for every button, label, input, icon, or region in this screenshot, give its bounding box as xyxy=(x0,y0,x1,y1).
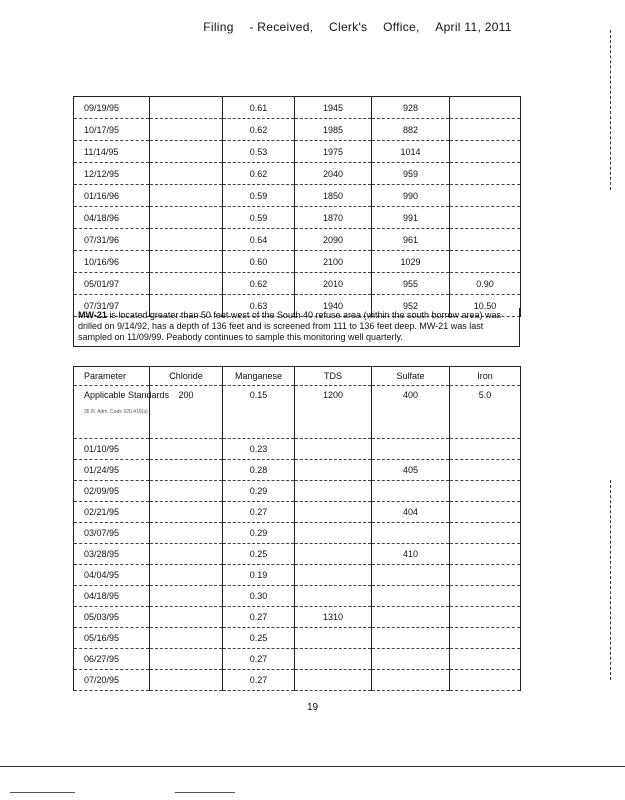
value-cell: 0.23 xyxy=(223,439,295,460)
value-cell xyxy=(372,481,450,502)
value-cell xyxy=(372,628,450,649)
table-row xyxy=(74,565,521,586)
value-cell: 0.60 xyxy=(223,251,295,273)
table-row xyxy=(74,207,521,229)
value-cell xyxy=(150,628,223,649)
value-cell xyxy=(150,97,223,119)
value-cell xyxy=(450,185,521,207)
value-cell: 1940 xyxy=(295,295,372,317)
table-row xyxy=(74,119,521,141)
footer-mark-left xyxy=(10,792,75,793)
header-clerks: Clerk's xyxy=(329,20,368,34)
value-cell xyxy=(150,460,223,481)
column-header: Manganese xyxy=(223,367,295,386)
header-filing: Filing xyxy=(203,20,234,34)
date-cell: 10/17/95 xyxy=(74,119,150,141)
date-cell: 01/24/95 xyxy=(74,460,150,481)
table-row xyxy=(74,670,521,691)
value-cell xyxy=(372,586,450,607)
value-cell xyxy=(295,523,372,544)
table-row xyxy=(74,628,521,649)
value-cell xyxy=(150,649,223,670)
value-cell xyxy=(150,670,223,691)
value-cell: 0.29 xyxy=(223,523,295,544)
value-cell: 0.29 xyxy=(223,481,295,502)
column-header: Chloride xyxy=(150,367,223,386)
value-cell xyxy=(150,544,223,565)
value-cell xyxy=(372,439,450,460)
date-cell: 03/07/95 xyxy=(74,523,150,544)
header-office: Office, xyxy=(383,20,420,34)
value-cell xyxy=(295,628,372,649)
table-row xyxy=(74,523,521,544)
mw21-results-table xyxy=(73,366,520,691)
value-cell: 0.25 xyxy=(223,628,295,649)
value-cell xyxy=(150,207,223,229)
date-cell: 09/19/95 xyxy=(74,97,150,119)
date-cell: 05/01/97 xyxy=(74,273,150,295)
table-row xyxy=(74,649,521,670)
value-cell xyxy=(295,586,372,607)
value-cell: 959 xyxy=(372,163,450,185)
standard-chloride: 200 xyxy=(150,386,223,439)
value-cell: 0.59 xyxy=(223,207,295,229)
column-header: TDS xyxy=(295,367,372,386)
value-cell xyxy=(295,544,372,565)
value-cell: 410 xyxy=(372,544,450,565)
value-cell xyxy=(295,670,372,691)
value-cell: 1985 xyxy=(295,119,372,141)
header-received: - Received, xyxy=(249,20,314,34)
value-cell xyxy=(150,141,223,163)
value-cell: 1870 xyxy=(295,207,372,229)
value-cell xyxy=(450,439,521,460)
value-cell: 0.59 xyxy=(223,185,295,207)
value-cell xyxy=(150,607,223,628)
value-cell xyxy=(150,439,223,460)
standards-row xyxy=(74,386,521,439)
value-cell xyxy=(450,670,521,691)
table-row xyxy=(74,251,521,273)
standard-tds: 1200 xyxy=(295,386,372,439)
table-row xyxy=(74,502,521,523)
value-cell: 2040 xyxy=(295,163,372,185)
table-row xyxy=(74,439,521,460)
value-cell xyxy=(450,207,521,229)
value-cell xyxy=(450,251,521,273)
value-cell: 0.61 xyxy=(223,97,295,119)
column-header: Iron xyxy=(450,367,521,386)
standard-sulfate: 400 xyxy=(372,386,450,439)
value-cell: 0.53 xyxy=(223,141,295,163)
value-cell xyxy=(450,628,521,649)
margin-mark-top xyxy=(610,30,611,190)
value-cell xyxy=(150,119,223,141)
value-cell xyxy=(450,649,521,670)
value-cell: 952 xyxy=(372,295,450,317)
value-cell xyxy=(295,481,372,502)
value-cell xyxy=(372,523,450,544)
value-cell: 404 xyxy=(372,502,450,523)
value-cell xyxy=(150,502,223,523)
date-cell: 07/20/95 xyxy=(74,670,150,691)
value-cell xyxy=(450,544,521,565)
value-cell xyxy=(150,273,223,295)
value-cell xyxy=(295,439,372,460)
value-cell xyxy=(450,607,521,628)
value-cell: 2010 xyxy=(295,273,372,295)
standards-citation: 35 Ill. Adm. Code 620.410(a) xyxy=(84,409,148,415)
table-row xyxy=(74,229,521,251)
date-cell: 07/31/97 xyxy=(74,295,150,317)
column-header: Parameter xyxy=(74,367,150,386)
value-cell xyxy=(450,481,521,502)
value-cell xyxy=(372,607,450,628)
filing-header xyxy=(0,20,625,34)
date-cell: 03/28/95 xyxy=(74,544,150,565)
value-cell: 1310 xyxy=(295,607,372,628)
value-cell: 991 xyxy=(372,207,450,229)
results-table-continued xyxy=(73,96,520,317)
value-cell xyxy=(295,565,372,586)
value-cell xyxy=(150,523,223,544)
value-cell xyxy=(450,565,521,586)
date-cell: 04/18/95 xyxy=(74,586,150,607)
table-row xyxy=(74,460,521,481)
value-cell: 0.25 xyxy=(223,544,295,565)
value-cell: 0.19 xyxy=(223,565,295,586)
header-date: April 11, 2011 xyxy=(435,20,512,34)
value-cell xyxy=(450,229,521,251)
value-cell xyxy=(450,97,521,119)
value-cell: 0.28 xyxy=(223,460,295,481)
value-cell xyxy=(295,460,372,481)
standards-label-cell xyxy=(74,386,170,439)
value-cell: 0.27 xyxy=(223,502,295,523)
date-cell: 01/16/96 xyxy=(74,185,150,207)
table-row xyxy=(74,185,521,207)
footer-rule xyxy=(0,766,625,767)
date-cell: 04/04/95 xyxy=(74,565,150,586)
date-cell: 01/10/95 xyxy=(74,439,150,460)
value-cell: 0.62 xyxy=(223,163,295,185)
value-cell: 882 xyxy=(372,119,450,141)
date-cell: 02/21/95 xyxy=(74,502,150,523)
value-cell: 1945 xyxy=(295,97,372,119)
value-cell xyxy=(450,119,521,141)
value-cell: 0.62 xyxy=(223,273,295,295)
table-row xyxy=(74,586,521,607)
value-cell: 1014 xyxy=(372,141,450,163)
standard-iron: 5.0 xyxy=(450,386,521,439)
table-row xyxy=(74,607,521,628)
value-cell: 955 xyxy=(372,273,450,295)
table-row xyxy=(74,481,521,502)
value-cell: 928 xyxy=(372,97,450,119)
standard-manganese: 0.15 xyxy=(223,386,295,439)
value-cell xyxy=(150,163,223,185)
value-cell xyxy=(295,649,372,670)
value-cell: 405 xyxy=(372,460,450,481)
date-cell: 06/27/95 xyxy=(74,649,150,670)
date-cell: 05/03/95 xyxy=(74,607,150,628)
value-cell: 0.27 xyxy=(223,670,295,691)
footer-mark-center xyxy=(175,792,235,793)
value-cell xyxy=(150,185,223,207)
value-cell xyxy=(372,670,450,691)
value-cell xyxy=(450,586,521,607)
value-cell xyxy=(150,481,223,502)
value-cell xyxy=(450,163,521,185)
table-row xyxy=(74,273,521,295)
date-cell: 12/12/95 xyxy=(74,163,150,185)
value-cell: 0.90 xyxy=(450,273,521,295)
page-number: 19 xyxy=(306,702,319,713)
value-cell xyxy=(450,141,521,163)
value-cell xyxy=(150,229,223,251)
standards-label: Applicable Standards xyxy=(84,390,170,400)
value-cell xyxy=(150,586,223,607)
note-well-id: MW-21 xyxy=(78,310,107,320)
value-cell xyxy=(150,565,223,586)
value-cell: 0.62 xyxy=(223,119,295,141)
value-cell: 961 xyxy=(372,229,450,251)
margin-mark-bottom xyxy=(610,480,611,680)
value-cell xyxy=(450,502,521,523)
value-cell: 1850 xyxy=(295,185,372,207)
value-cell: 0.30 xyxy=(223,586,295,607)
value-cell: 10.50 xyxy=(450,295,521,317)
table-row xyxy=(74,163,521,185)
value-cell xyxy=(295,502,372,523)
value-cell: 1029 xyxy=(372,251,450,273)
table-row xyxy=(74,97,521,119)
table-header-row xyxy=(74,367,521,386)
table-row xyxy=(74,544,521,565)
value-cell xyxy=(450,460,521,481)
value-cell: 990 xyxy=(372,185,450,207)
date-cell: 07/31/96 xyxy=(74,229,150,251)
date-cell: 11/14/95 xyxy=(74,141,150,163)
date-cell: 04/18/96 xyxy=(74,207,150,229)
value-cell: 1975 xyxy=(295,141,372,163)
value-cell: 0.27 xyxy=(223,649,295,670)
date-cell: 02/09/95 xyxy=(74,481,150,502)
date-cell: 10/16/96 xyxy=(74,251,150,273)
value-cell: 2100 xyxy=(295,251,372,273)
value-cell xyxy=(150,251,223,273)
value-cell xyxy=(450,523,521,544)
value-cell xyxy=(372,565,450,586)
column-header: Sulfate xyxy=(372,367,450,386)
value-cell: 0.64 xyxy=(223,229,295,251)
value-cell: 2090 xyxy=(295,229,372,251)
value-cell xyxy=(372,649,450,670)
note-text: is located greater than 50 feet west of the South 40 refuse area (within the south borrow area) was drilled on 9/14/92, has a depth of 136 feet and is screened from 111 to 136 feet deep. MW-21 was last sampled on 11/09/99. Peabody continues to sample this monitoring well quarterly. xyxy=(78,310,502,342)
date-cell: 05/16/95 xyxy=(74,628,150,649)
mw21-description xyxy=(73,308,520,347)
value-cell: 0.27 xyxy=(223,607,295,628)
value-cell: 0.63 xyxy=(223,295,295,317)
table-row xyxy=(74,141,521,163)
